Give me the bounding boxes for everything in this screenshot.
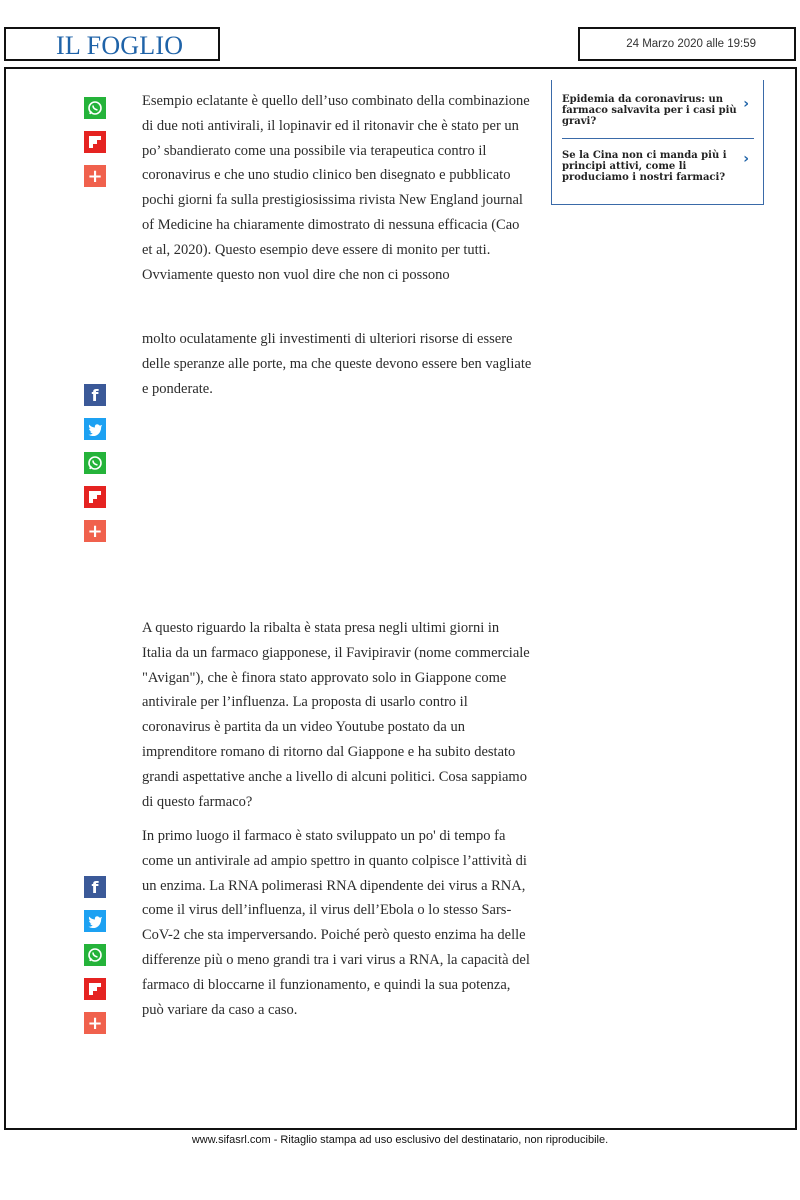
related-article-link[interactable]: Se la Cina non ci manda più i principi attivi, come li produciamo i nostri farmaci? [562, 150, 727, 183]
twitter-icon[interactable] [84, 910, 106, 932]
plus-icon[interactable]: + [84, 1012, 106, 1034]
article-paragraph: A questo riguardo la ribalta è stata presa negli ultimi giorni in Italia da un farmaco giapponese, il Favipiravir (nome commerciale "Avigan"), che è finora stato approvato solo in Giappone come antivirale per l’influenza. La proposta di usarlo contro il coronavirus è partita da un video Youtube postato da un imprenditore romano di ritorno dal Giappone e ha subito destato grandi aspettative anche a livello di alcuni politici. Cosa sappiamo di questo farmaco? [142, 620, 530, 810]
divider [562, 138, 754, 139]
article-paragraph: molto oculatamente gli investimenti di ulteriori risorse di essere delle speranze alle porte, ma che queste devono essere ben vagliate e ponderate. [142, 331, 532, 397]
flipboard-icon[interactable] [84, 978, 106, 1000]
twitter-icon[interactable] [84, 418, 106, 440]
flipboard-icon[interactable] [84, 486, 106, 508]
plus-icon[interactable]: + [84, 165, 106, 187]
article-paragraph: Esempio eclatante è quello dell’uso combinato della combinazione di due noti antivirali, il lopinavir ed il ritonavir che è stato per un po’ sbandierato come una possibile via terapeutica contro il coronavirus e che uno studio clinico ben disegnato e pubblicato pochi giorni fa sulla prestigiosissima rivista New England journal of Medicine ha chiaramente dimostrato di nessuna efficacia (Cao et al, 2020). Questo esempio deve essere di monito per tutti. Ovviamente questo non vuol dire che non ci possono [142, 93, 530, 283]
share-bar-bottom [84, 876, 106, 1046]
share-bar-middle [84, 384, 106, 554]
whatsapp-icon[interactable] [84, 452, 106, 474]
publication-date: 24 Marzo 2020 alle 19:59 [626, 38, 756, 50]
related-article-link[interactable]: Epidemia da coronavirus: un farmaco salvavita per i casi più gravi? [562, 94, 737, 127]
plus-icon[interactable]: + [84, 520, 106, 542]
share-bar-top [84, 97, 106, 199]
footer-disclaimer: www.sifasrl.com - Ritaglio stampa ad uso esclusivo del destinatario, non riproducibile. [191, 1134, 609, 1146]
chevron-right-icon[interactable]: › [743, 96, 749, 112]
chevron-right-icon[interactable]: › [743, 151, 749, 167]
whatsapp-icon[interactable] [84, 97, 106, 119]
newspaper-logo: IL FOGLIO [56, 31, 184, 60]
related-articles-box [551, 80, 764, 205]
date-box [578, 27, 796, 61]
whatsapp-icon[interactable] [84, 944, 106, 966]
article-paragraph: In primo luogo il farmaco è stato sviluppato un po' di tempo fa come un antivirale ad ampio spettro in quanto colpisce l’attività di un enzima. La RNA polimerasi RNA dipendente dei virus a RNA, come il virus dell’influenza, il virus dell’Ebola o lo stesso Sars-CoV-2 che sta imperversando. Poiché però questo enzima ha delle differenze più o meno grandi tra i vari virus a RNA, la capacità del farmaco di bloccarne il funzionamento, e quindi la sua potenza, può variare da caso a caso. [142, 828, 530, 1018]
facebook-icon[interactable]: f [84, 384, 106, 406]
masthead-box [4, 27, 220, 61]
facebook-icon[interactable]: f [84, 876, 106, 898]
flipboard-icon[interactable] [84, 131, 106, 153]
